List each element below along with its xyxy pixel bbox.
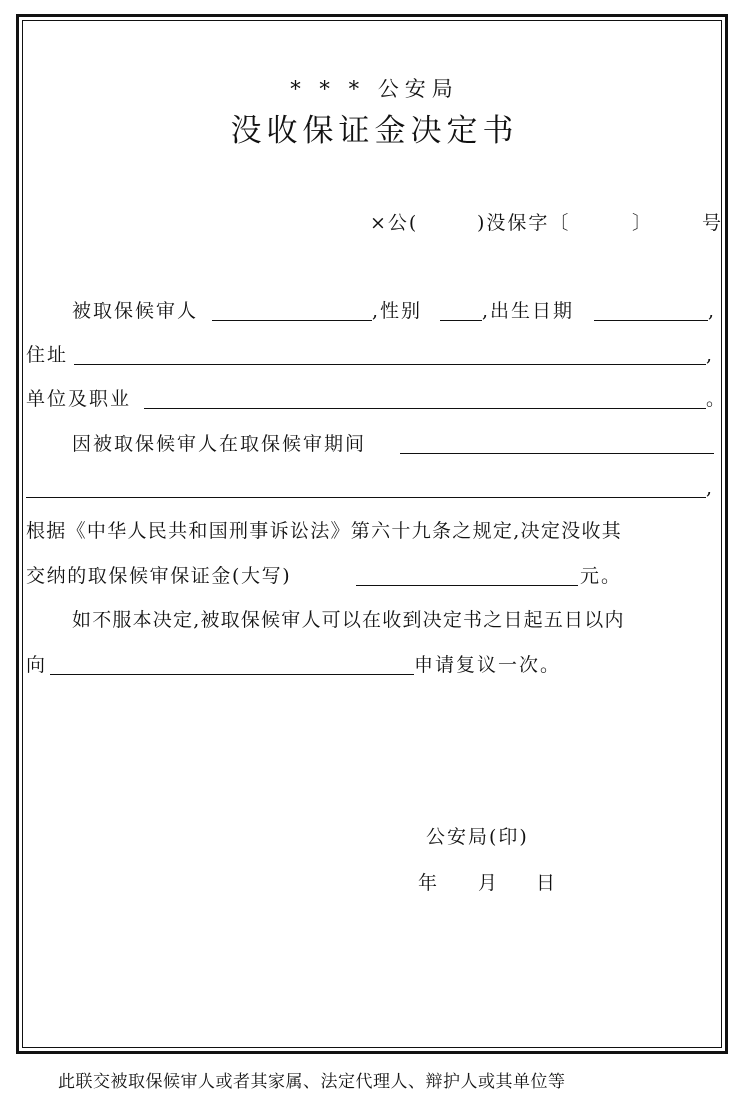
comma-3: , (706, 477, 715, 499)
person-name-blank[interactable] (212, 320, 372, 321)
document-title: 没收保证金决定书 (230, 113, 519, 149)
work-blank[interactable] (144, 408, 706, 409)
docnum-suffix: 号 (702, 212, 724, 234)
label-person: 被取保候审人 (72, 300, 199, 322)
docnum-prefix: ×公( (370, 212, 419, 234)
deposit-amount-blank[interactable] (356, 585, 578, 586)
comma-1: , (708, 300, 717, 322)
sex-blank[interactable] (440, 320, 482, 321)
date-year: 年 (418, 872, 440, 894)
label-birth: ,出生日期 (482, 300, 575, 322)
agency-name: * * * 公安局 (290, 77, 459, 101)
appeal-once-label: 申请复议一次。 (414, 654, 562, 676)
docnum-middle: )没保字〔 (477, 212, 571, 234)
appeal-authority-blank[interactable] (50, 674, 414, 675)
appeal-to-label: 向 (26, 654, 48, 676)
label-work: 单位及职业 (26, 388, 132, 410)
legal-basis: 根据《中华人民共和国刑事诉讼法》第六十九条之规定,决定没收其 (26, 520, 623, 542)
date-day: 日 (536, 872, 558, 894)
date-month: 月 (478, 872, 500, 894)
reason-blank-2[interactable] (26, 497, 706, 498)
comma-2: , (706, 344, 715, 366)
label-sex: ,性别 (372, 300, 423, 322)
reason-blank-1[interactable] (400, 453, 714, 454)
deposit-label: 交纳的取保候审保证金(大写) (26, 565, 292, 587)
appeal-notice: 如不服本决定,被取保候审人可以在收到决定书之日起五日以内 (72, 609, 625, 631)
period-1: 。 (706, 388, 728, 410)
label-address: 住址 (26, 344, 69, 366)
address-blank[interactable] (74, 364, 706, 365)
seal-label: 公安局(印) (426, 826, 529, 848)
footer-note: 此联交被取保候审人或者其家属、法定代理人、辩护人或其单位等 (58, 1072, 566, 1092)
yuan-label: 元。 (580, 565, 623, 587)
reason-intro: 因被取保候审人在取保候审期间 (72, 433, 367, 455)
docnum-close: 〕 (632, 212, 654, 234)
birth-date-blank[interactable] (594, 320, 708, 321)
